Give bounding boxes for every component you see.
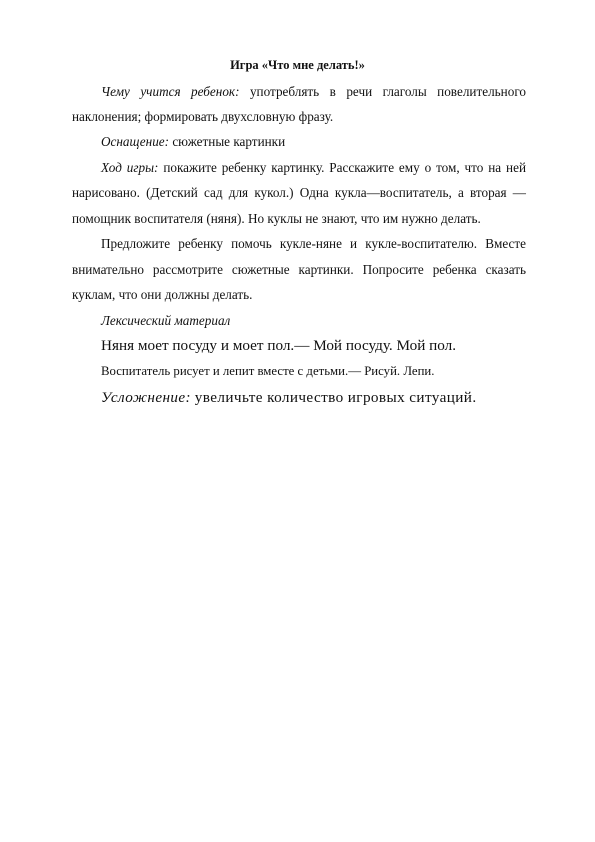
equipment-text: сюжетные картинки [172,134,286,149]
suggestion-line-3: куклам, что они должны делать. [72,287,253,302]
procedure-text-1: покажите ребенку картинку. Расскажите ему о том, что на ней [163,160,526,175]
document-title: Игра «Что мне делать!» [230,58,365,72]
goal-line-2: наклонения; формировать двухсловную фразу. [72,109,334,124]
procedure-line-3: помощник воспитателя (няня). Но куклы не знают, что им нужно делать. [72,211,481,226]
goal-text-1: употреблять в речи глаголы повелительного [249,84,526,99]
procedure-line-1 [101,160,526,176]
lexical-heading [101,313,230,329]
suggestion-line-2: внимательно рассмотрите сюжетные картинки. Попросите ребенка сказать [72,262,526,277]
equipment-label: Оснащение: [101,134,170,149]
procedure-label: Ход игры: [101,160,159,175]
goal-line-1 [101,84,526,100]
complication-label: Усложнение: [101,389,191,406]
complication-text: увеличьте количество игровых ситуаций. [194,389,477,406]
equipment-line [101,134,285,150]
lexical-line-2: Воспитатель рисует и лепит вместе с детьми.— Рисуй. Лепи. [101,364,435,378]
suggestion-line-1: Предложите ребенку помочь кукле-няне и кукле-воспитателю. Вместе [101,236,526,251]
goal-label: Чему учится ребенок: [101,84,240,99]
procedure-line-2: нарисовано. (Детский сад для кукол.) Одна кукла—воспитатель, а вторая — [72,185,526,200]
complication-line [101,389,477,407]
lexical-heading-text: Лексический материал [101,313,231,328]
lexical-line-1: Няня моет посуду и моет пол.— Мой посуду. Мой пол. [101,337,457,354]
